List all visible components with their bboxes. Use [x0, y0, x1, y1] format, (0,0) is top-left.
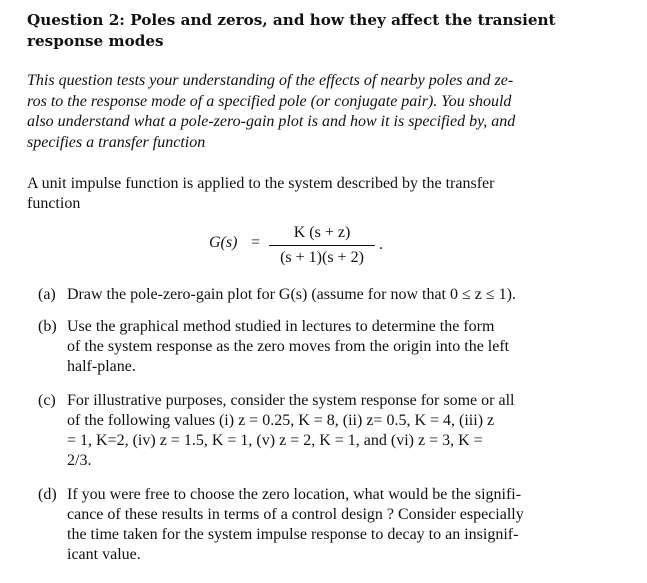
part-line: 2/3.	[67, 452, 92, 469]
intro-line: This question tests your understanding of the effects of nearby poles and ze-	[27, 72, 514, 89]
part-line: of the following values (i) z = 0.25, K = 8, (ii) z= 0.5, K = 4, (iii) z	[67, 412, 495, 429]
part-line: For illustrative purposes, consider the system response for some or all	[67, 392, 515, 409]
part-label: (c)	[38, 392, 56, 409]
fraction-bar	[269, 245, 375, 246]
question-title-line-2: response modes	[27, 32, 164, 50]
intro-line: also understand what a pole-zero-gain plot is and how it is specified by, and	[27, 113, 516, 130]
part-label: (a)	[38, 286, 56, 303]
equation-denominator: (s + 1)(s + 2)	[280, 249, 364, 266]
part-line: the time taken for the system impulse response to decay to an insignif-	[67, 526, 519, 543]
part-line: Use the graphical method studied in lectures to determine the form	[67, 318, 495, 335]
part-line: Draw the pole-zero-gain plot for G(s) (assume for now that 0 ≤ z ≤ 1).	[67, 286, 516, 303]
statement-line: function	[27, 195, 81, 212]
question-title-line-1: Question 2: Poles and zeros, and how they affect the transient	[27, 11, 556, 29]
part-label: (d)	[38, 486, 57, 503]
intro-line: ros to the response mode of a specified pole (or conjugate pair). You should	[27, 92, 512, 110]
statement-line: A unit impulse function is applied to the system described by the transfer	[27, 175, 495, 192]
question-title	[27, 10, 627, 52]
part-line: = 1, K=2, (iv) z = 1.5, K = 1, (v) z = 2, K = 1, and (vi) z = 3, K =	[67, 432, 483, 449]
equation-equals: =	[251, 234, 261, 251]
part-line: If you were free to choose the zero location, what would be the signifi-	[67, 486, 522, 503]
equation-lhs: G(s)	[209, 234, 238, 251]
equation-period: .	[379, 236, 383, 253]
part-line: half-plane.	[67, 358, 136, 375]
equation-fraction	[269, 222, 375, 268]
part-line: of the system response as the zero moves from the origin into the left	[67, 338, 510, 355]
equation-numerator: K (s + z)	[293, 224, 351, 241]
part-line: icant value.	[67, 546, 141, 563]
intro-line: specifies a transfer function	[27, 133, 206, 151]
part-line: cance of these results in terms of a control design ? Consider especially	[67, 506, 524, 523]
part-label: (b)	[38, 318, 57, 335]
